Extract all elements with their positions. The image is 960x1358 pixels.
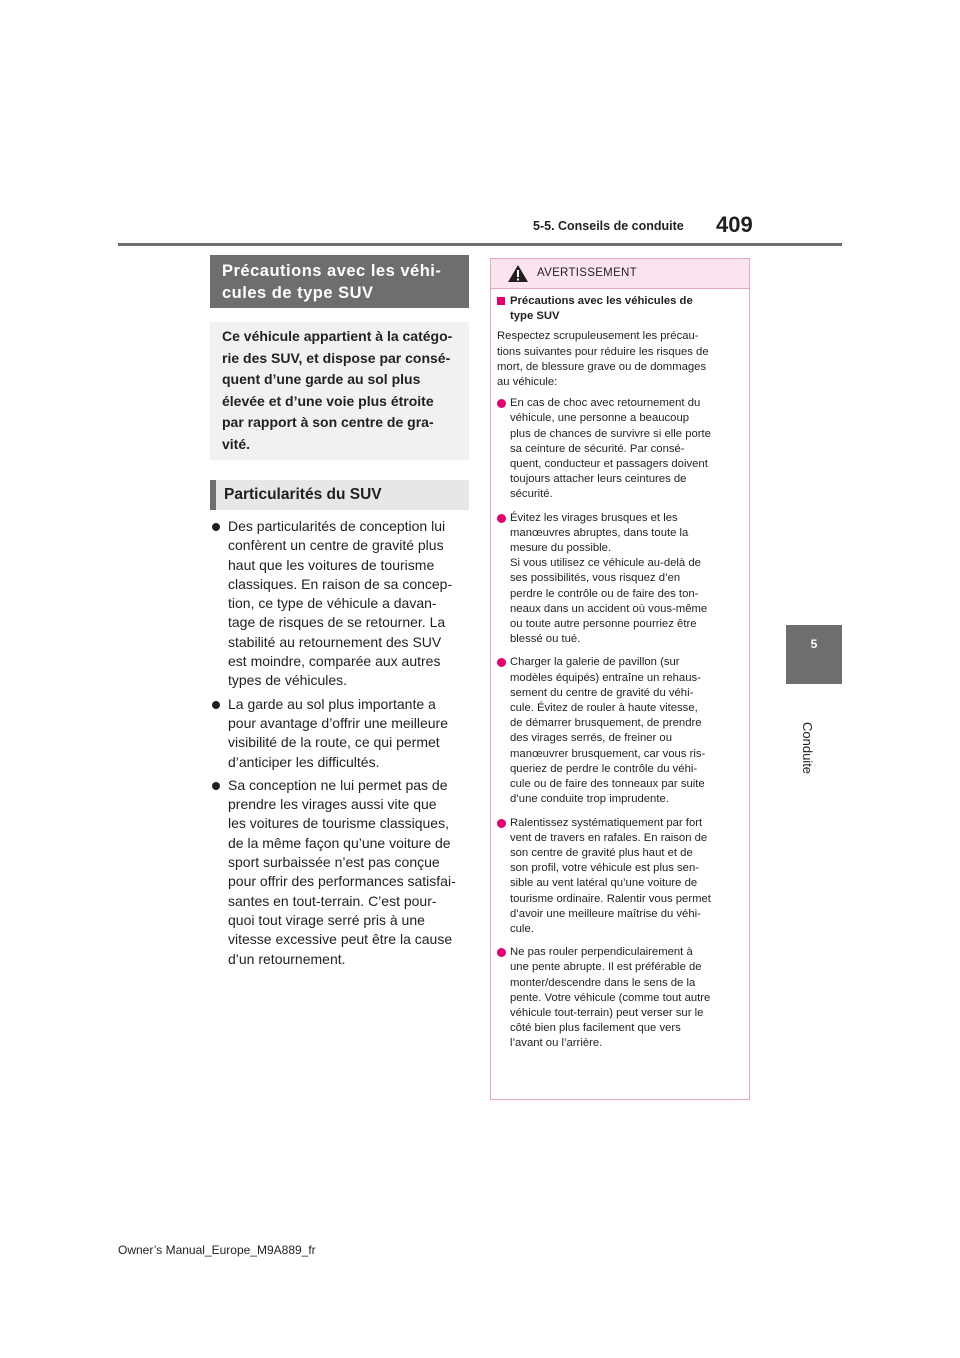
feature-bullet-list (210, 517, 472, 973)
bullet-icon (212, 523, 220, 531)
list-item: La garde au sol plus importante a pour avantage d’offrir une meilleure visibilité de la route, ce qui permet d’anticiper les difficultés. (210, 695, 472, 772)
warning-triangle-icon (507, 264, 529, 283)
chapter-tab: 5 (786, 625, 842, 684)
warning-subheading: Précautions avec les véhicules de type SUV (497, 294, 739, 324)
chapter-label: Conduite (800, 722, 815, 775)
heading-line: Précautions avec les véhi- (222, 262, 442, 280)
warning-header (491, 259, 749, 289)
list-item: Charger la galerie de pavillon (sur modèles équipés) entraîne un rehaus- sement du centre de gravité du véhi- cule. Évitez de rouler à haute vitesse, de démarrer brusquement, de prendre des virages serrés, de freiner ou manœuvrer brusquement, car vous ris- queriez de perdre le contrôle du véhi- cule ou de faire des tonneaux par suite d’une conduite trop imprudente. (497, 655, 739, 807)
heading-line: cules de type SUV (222, 284, 374, 302)
page-number: 409 (716, 212, 753, 237)
intro-line: élevée et d’une voie plus étroite (222, 392, 434, 409)
square-bullet-icon (497, 297, 505, 305)
list-item: En cas de choc avec retournement du véhicule, une personne a beaucoup plus de chances de survivre si elle porte sa ceinture de sécurité. Par consé- quent, conducteur et passagers doivent toujours attacher leurs ceintures de sécurité. (497, 396, 739, 502)
warning-title: AVERTISSEMENT (537, 267, 637, 279)
intro-line: quent d’une garde au sol plus (222, 371, 421, 387)
list-item: Sa conception ne lui permet pas de prendre les virages aussi vite que les voitures de tourisme classiques, de la même façon qu’une voiture de sport surbaissée n’est pas conçue pour offrir des performances satisfai- santes en tout-terrain. C’est pour- quoi tout virage serré pris à une vitesse excessive peut être la cause d’un retournement. (210, 776, 472, 969)
intro-line: Ce véhicule appartient à la catégo- (222, 328, 453, 344)
warning-list (497, 396, 739, 1051)
list-item: Ne pas rouler perpendiculairement à une pente abrupte. Il est préférable de monter/descendre dans le sens de la pente. Votre véhicule (comme tout autre véhicule tout-terrain) peut verser sur le côté bien plus facilement que vers l’avant ou l’arrière. (497, 945, 739, 1051)
list-item: Évitez les virages brusques et les manœuvres abruptes, dans toute la mesure du possible. Si vous utilisez ce véhicule au-delà de ses possibilités, vous risquez d’en perdre le contrôle ou de faire des ton- neaux dans un accident où vous-même ou toute autre personne pourriez être blessé ou tué. (497, 511, 739, 648)
section-heading-suv-precautions (210, 255, 469, 308)
intro-box (210, 322, 469, 460)
bullet-icon (497, 514, 506, 523)
bullet-icon (497, 399, 506, 408)
bullet-icon (212, 701, 220, 709)
list-item: Des particularités de conception lui confèrent un centre de gravité plus haut que les voitures de tourisme classiques. En raison de sa concep- tion, ce type de véhicule a davan- tage de risques de se retourner. La stabilité au retournement des SUV est moindre, comparée aux autres types de véhicules. (210, 517, 472, 691)
intro-line: par rapport à son centre de gra- (222, 414, 434, 430)
list-item: Ralentissez systématiquement par fort vent de travers en rafales. En raison de son centre de gravité plus haut et de son profil, votre véhicule est plus sen- sible au vent latéral qu’une voiture de tourisme ordinaire. Ralentir vous permet d’avoir une meilleure maîtrise du véhi- cule. (497, 816, 739, 938)
intro-line: vité. (222, 435, 251, 452)
footer-manual-id: Owner’s Manual_Europe_M9A889_fr (118, 1243, 316, 1257)
warning-intro: Respectez scrupuleusement les précau- tions suivantes pour réduire les risques de mort, de blessure grave ou de dommages au véhicule: (497, 330, 709, 389)
bullet-icon (212, 782, 220, 790)
running-header-section: 5-5. Conseils de conduite (533, 219, 684, 233)
header-rule (118, 243, 842, 246)
bullet-icon (497, 658, 506, 667)
warning-body (491, 289, 749, 1052)
warning-box (490, 258, 750, 1100)
section-heading-suv-features: Particularités du SUV (210, 480, 469, 510)
intro-line: rie des SUV, et dispose par consé- (222, 349, 451, 366)
bullet-icon (497, 819, 506, 828)
bullet-icon (497, 948, 506, 957)
